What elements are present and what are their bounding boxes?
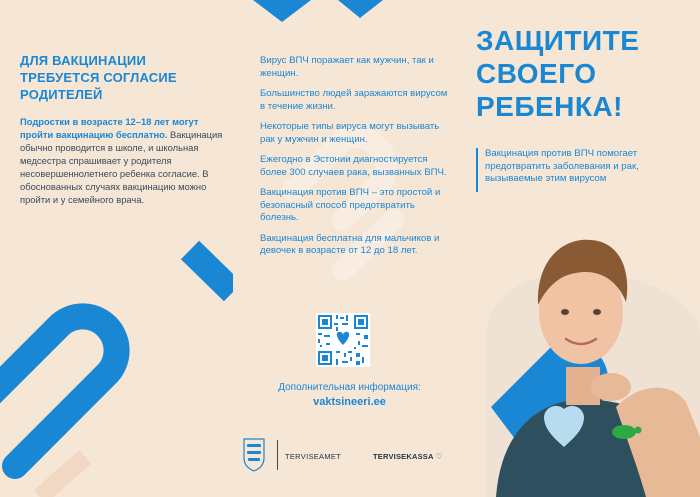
logo-divider xyxy=(277,440,278,470)
top-chevron-decoration xyxy=(233,0,466,40)
tervisekassa-logo xyxy=(373,452,443,461)
fact-item: Вакцинация против ВПЧ – это простой и безопасный способ предотвратить болезнь. xyxy=(260,187,441,223)
middle-panel xyxy=(233,0,466,497)
fact-item: Некоторые типы вируса могут вызывать рак у мужчин и женщин. xyxy=(260,121,440,145)
qr-code-icon[interactable] xyxy=(316,313,370,367)
fact-item: Вирус ВПЧ поражает как мужчин, так и женщин. xyxy=(260,55,434,79)
more-info-link[interactable]: vaktsineeri.ee xyxy=(313,396,386,408)
hpv-facts-list xyxy=(260,55,455,266)
estonian-lions-crest-icon xyxy=(243,438,265,472)
boy-photo xyxy=(466,177,700,497)
left-panel xyxy=(0,0,233,497)
consent-heading: ДЛЯ ВАКЦИНАЦИИ ТРЕБУЕТСЯ СОГЛАСИЕ РОДИТЕЛЕЙ xyxy=(20,53,177,102)
logos-row xyxy=(233,438,466,474)
fact-item: Вакцинация бесплатна для мальчиков и девочек в возрасте от 12 до 18 лет. xyxy=(260,232,440,256)
more-info-label: Дополнительная информация: xyxy=(278,382,421,393)
subtitle: Вакцинация против ВПЧ помогает предотвратить заболевания и рак, вызываемые этим вирусом xyxy=(485,148,639,184)
title-line: РЕБЕНКА! xyxy=(476,91,624,122)
consent-rest-text: Вакцинация обычно проводится в школе, и школьная медсестра спрашивает у родителя несовершеннолетнего ребенка согласие. В обоснованных случаях вакцинацию можно пройти и у семейного врача. xyxy=(20,129,223,205)
title-line: СВОЕГО xyxy=(476,58,597,89)
terviseamet-logo: TERVISEAMET xyxy=(285,452,342,461)
fact-item: Большинство людей заражаются вирусом в течение жизни. xyxy=(260,88,448,112)
heart-icon: ♡ xyxy=(433,452,443,461)
consent-paragraph xyxy=(20,115,225,206)
tervisekassa-logo-text: TERVISEKASSA xyxy=(373,452,434,461)
consent-bold-text: Подростки в возрасте 12–18 лет могут пройти вакцинацию бесплатно. xyxy=(20,116,199,140)
right-panel xyxy=(466,0,700,497)
page-title xyxy=(476,24,696,123)
fact-item: Ежегодно в Эстонии диагностируется более 300 случаев рака, вызванных ВПЧ. xyxy=(260,154,447,178)
title-line: ЗАЩИТИТЕ xyxy=(476,25,640,56)
